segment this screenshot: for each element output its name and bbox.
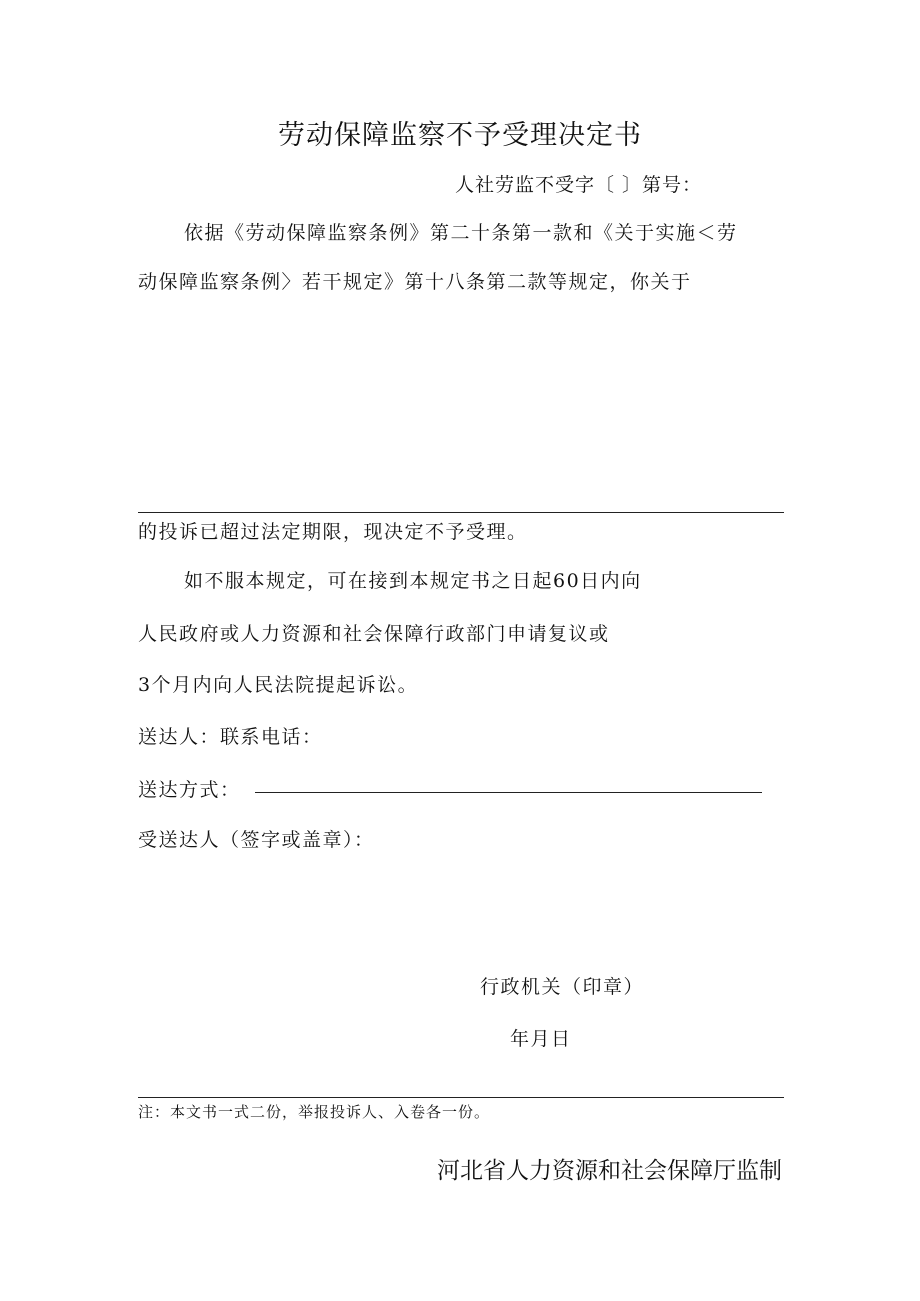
appeal-line-2: 人民政府或人力资源和社会保障行政部门申请复议或	[138, 623, 610, 645]
delivery-method-blank-line	[255, 792, 762, 793]
document-title: 劳动保障监察不予受理决定书	[278, 120, 642, 151]
document-number: 人社劳监不受字〔 〕第号：	[455, 174, 703, 196]
authority-seal-label: 行政机关（印章）	[480, 976, 645, 998]
recipient-signature-label: 受送达人（签字或盖章）：	[138, 829, 375, 851]
date-label: 年月日	[510, 1028, 572, 1050]
complaint-blank-line	[138, 512, 784, 513]
basis-line-2: 动保障监察条例〉若干规定》第十八条第二款等规定，你关于	[138, 271, 692, 293]
conclusion-text: 的投诉已超过法定期限，现决定不予受理。	[138, 521, 528, 543]
note-divider	[138, 1097, 784, 1098]
deliverer-label: 送达人：联系电话：	[138, 726, 323, 748]
document-note: 注：本文书一式二份，举报投诉人、入卷各一份。	[138, 1103, 491, 1121]
delivery-method-label: 送达方式：	[138, 779, 241, 801]
appeal-line-3: 3个月内向人民法院提起诉讼。	[138, 674, 419, 696]
basis-line-1: 依据《劳动保障监察条例》第二十条第一款和《关于实施＜劳	[184, 222, 738, 244]
appeal-line-1: 如不服本规定，可在接到本规定书之日起60日内向	[184, 570, 642, 592]
issuer-footer: 河北省人力资源和社会保障厅监制	[437, 1158, 782, 1184]
